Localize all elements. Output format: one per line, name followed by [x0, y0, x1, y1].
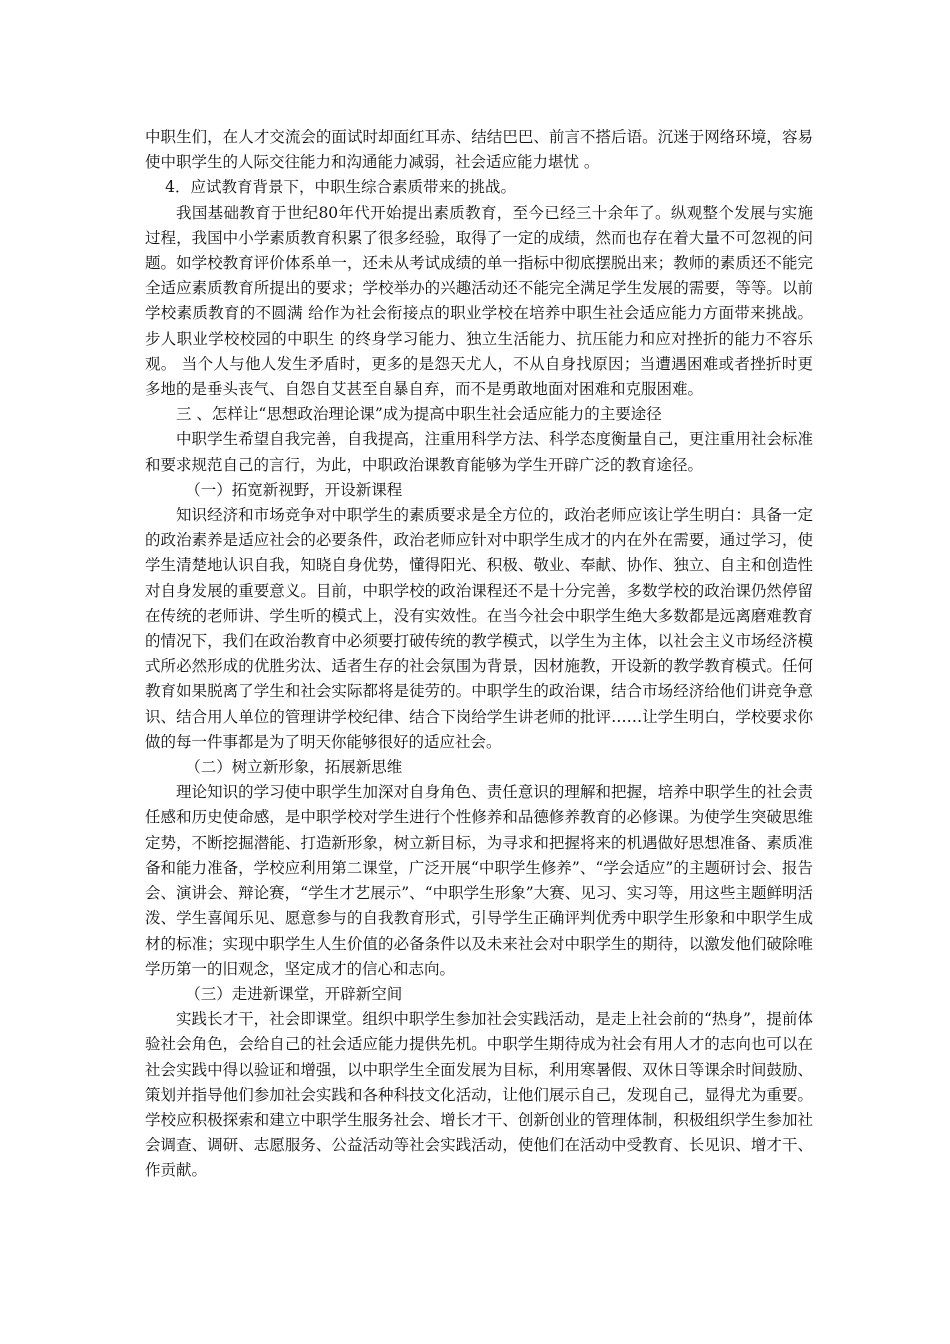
section-heading-3: 三 、怎样让“思想政治理论课”成为提高中职生社会适应能力的主要途径 [176, 405, 662, 424]
paragraph: 理论知识的学习使中职学生加深对自身角色、责任意识的理解和把握，培养中职学生的社会责任感和历史使命感，是中职学校对学生进行个性修养和品德修养教育的必修课。为使学生突破思维定势，不断挖掘潜能、打造新形象，树立新目标，为寻求和把握将来的机遇做好思想准备、素质准备和能力准备，学校应利用第二课堂，广泛开展“中职学生修养”、“学会适应”的主题研讨会、报告会、演讲会、辩论赛，“学生才艺展示”、“中职学生形象”大赛、见习、实习等，用这些主题鲜明活泼、学生喜闻乐见、愿意参与的自我教育形式，引导学生正确评判优秀中职学生形象和中职学生成材的标准；实现中职学生人生价值的必备条件以及未来社会对中职学生的期待，以激发他们破除唯学历第一的旧观念，坚定成才的信心和志向。 [145, 783, 813, 978]
sub-heading-1: （一）拓宽新视野，开设新课程 [185, 480, 403, 499]
document-body [145, 125, 813, 1184]
paragraph-continued: 中职生们，在人才交流会的面试时却面红耳赤、结结巴巴、前言不搭后语。沉迷于网络环境，容易使中职学生的人际交往能力和沟通能力减弱，社会适应能力堪忧 。 [145, 128, 813, 172]
paragraph: 实践长才干，社会即课堂。组织中职学生参加社会实践活动，是走上社会前的“热身”，提前体验社会角色，会给自己的社会适应能力提供先机。中职学生期待成为社会有用人才的志向也可以在社会实践中得以验证和增强，以中职学生全面发展为目标，利用寒暑假、双休日等课余时间鼓励、策划并指导他们参加社会实践和各种科技文化活动，让他们展示自己，发现自己，显得尤为重要。学校应积极探索和建立中职学生服务社会、增长才干、创新创业的管理体制，积极组织学生参加社会调查、调研、志愿服务、公益活动等社会实践活动，使他们在活动中受教育、长见识、增才干、作贡献。 [145, 1010, 813, 1180]
paragraph: 我国基础教育于世纪80年代开始提出素质教育，至今已经三十余年了。纵观整个发展与实施过程，我国中小学素质教育积累了很多经验，取得了一定的成绩，然而也存在着大量不可忽视的问题。如学校教育评价体系单一，还未从考试成绩的单一指标中彻底摆脱出来；教师的素质还不能完全适应素质教育所提出的要求；学校举办的兴趣活动还不能完全满足学生发展的需要，等等。以前学校素质教育的不圆满 给作为社会衔接点的职业学校在培养中职生社会适应能力方面带来挑战。步人职业学校校园的中职生 的终身学习能力、独立生活能力、抗压能力和应对挫折的能力不容乐观。 当个人与他人发生矛盾时，更多的是怨天尤人，不从自身找原因；当遭遇困难或者挫折时更多地的是垂头丧气、自怨自艾甚至自暴自弃，而不是勇敢地面对困难和克服困难。 [145, 203, 813, 399]
paragraph: 知识经济和市场竞争对中职学生的素质要求是全方位的，政治老师应该让学生明白：具备一定的政治素养是适应社会的必要条件，政治老师应针对中职学生成才的内在外在需要，通过学习，使学生清楚地认识自我，知晓自身优势，懂得阳光、积极、敬业、奉献、协作、独立、自主和创造性对自身发展的重要意义。目前，中职学校的政治课程还不是十分完善，多数学校的政治课仍然停留在传统的老师讲、学生听的模式上，没有实效性。在当今社会中职学生绝大多数都是远离磨难教育的情况下，我们在政治教育中必须要打破传统的教学模式，以学生为主体，以社会主义市场经济模式所必然形成的优胜劣汰、适者生存的社会氛围为背景，因材施教，开设新的教学教育模式。任何教育如果脱离了学生和社会实际都将是徒劳的。中职学生的政治课，结合市场经济给他们讲竞争意识、结合用人单位的管理讲学校纪律、结合下岗给学生讲老师的批评……让学生明白，学校要求你做的每一件事都是为了明天你能够很好的适应社会。 [145, 506, 813, 751]
sub-heading-3: （三）走进新课堂，开辟新空间 [185, 984, 403, 1003]
item-heading-4: 4．应试教育背景下，中职生综合素质带来的挑战。 [165, 178, 517, 197]
paragraph: 中职学生希望自我完善，自我提高，注重用科学方法、科学态度衡量自己，更注重用社会标准和要求规范自己的言行，为此，中职政治课教育能够为学生开辟广泛的教育途径。 [145, 430, 813, 474]
sub-heading-2: （二）树立新形象，拓展新思维 [185, 758, 403, 777]
